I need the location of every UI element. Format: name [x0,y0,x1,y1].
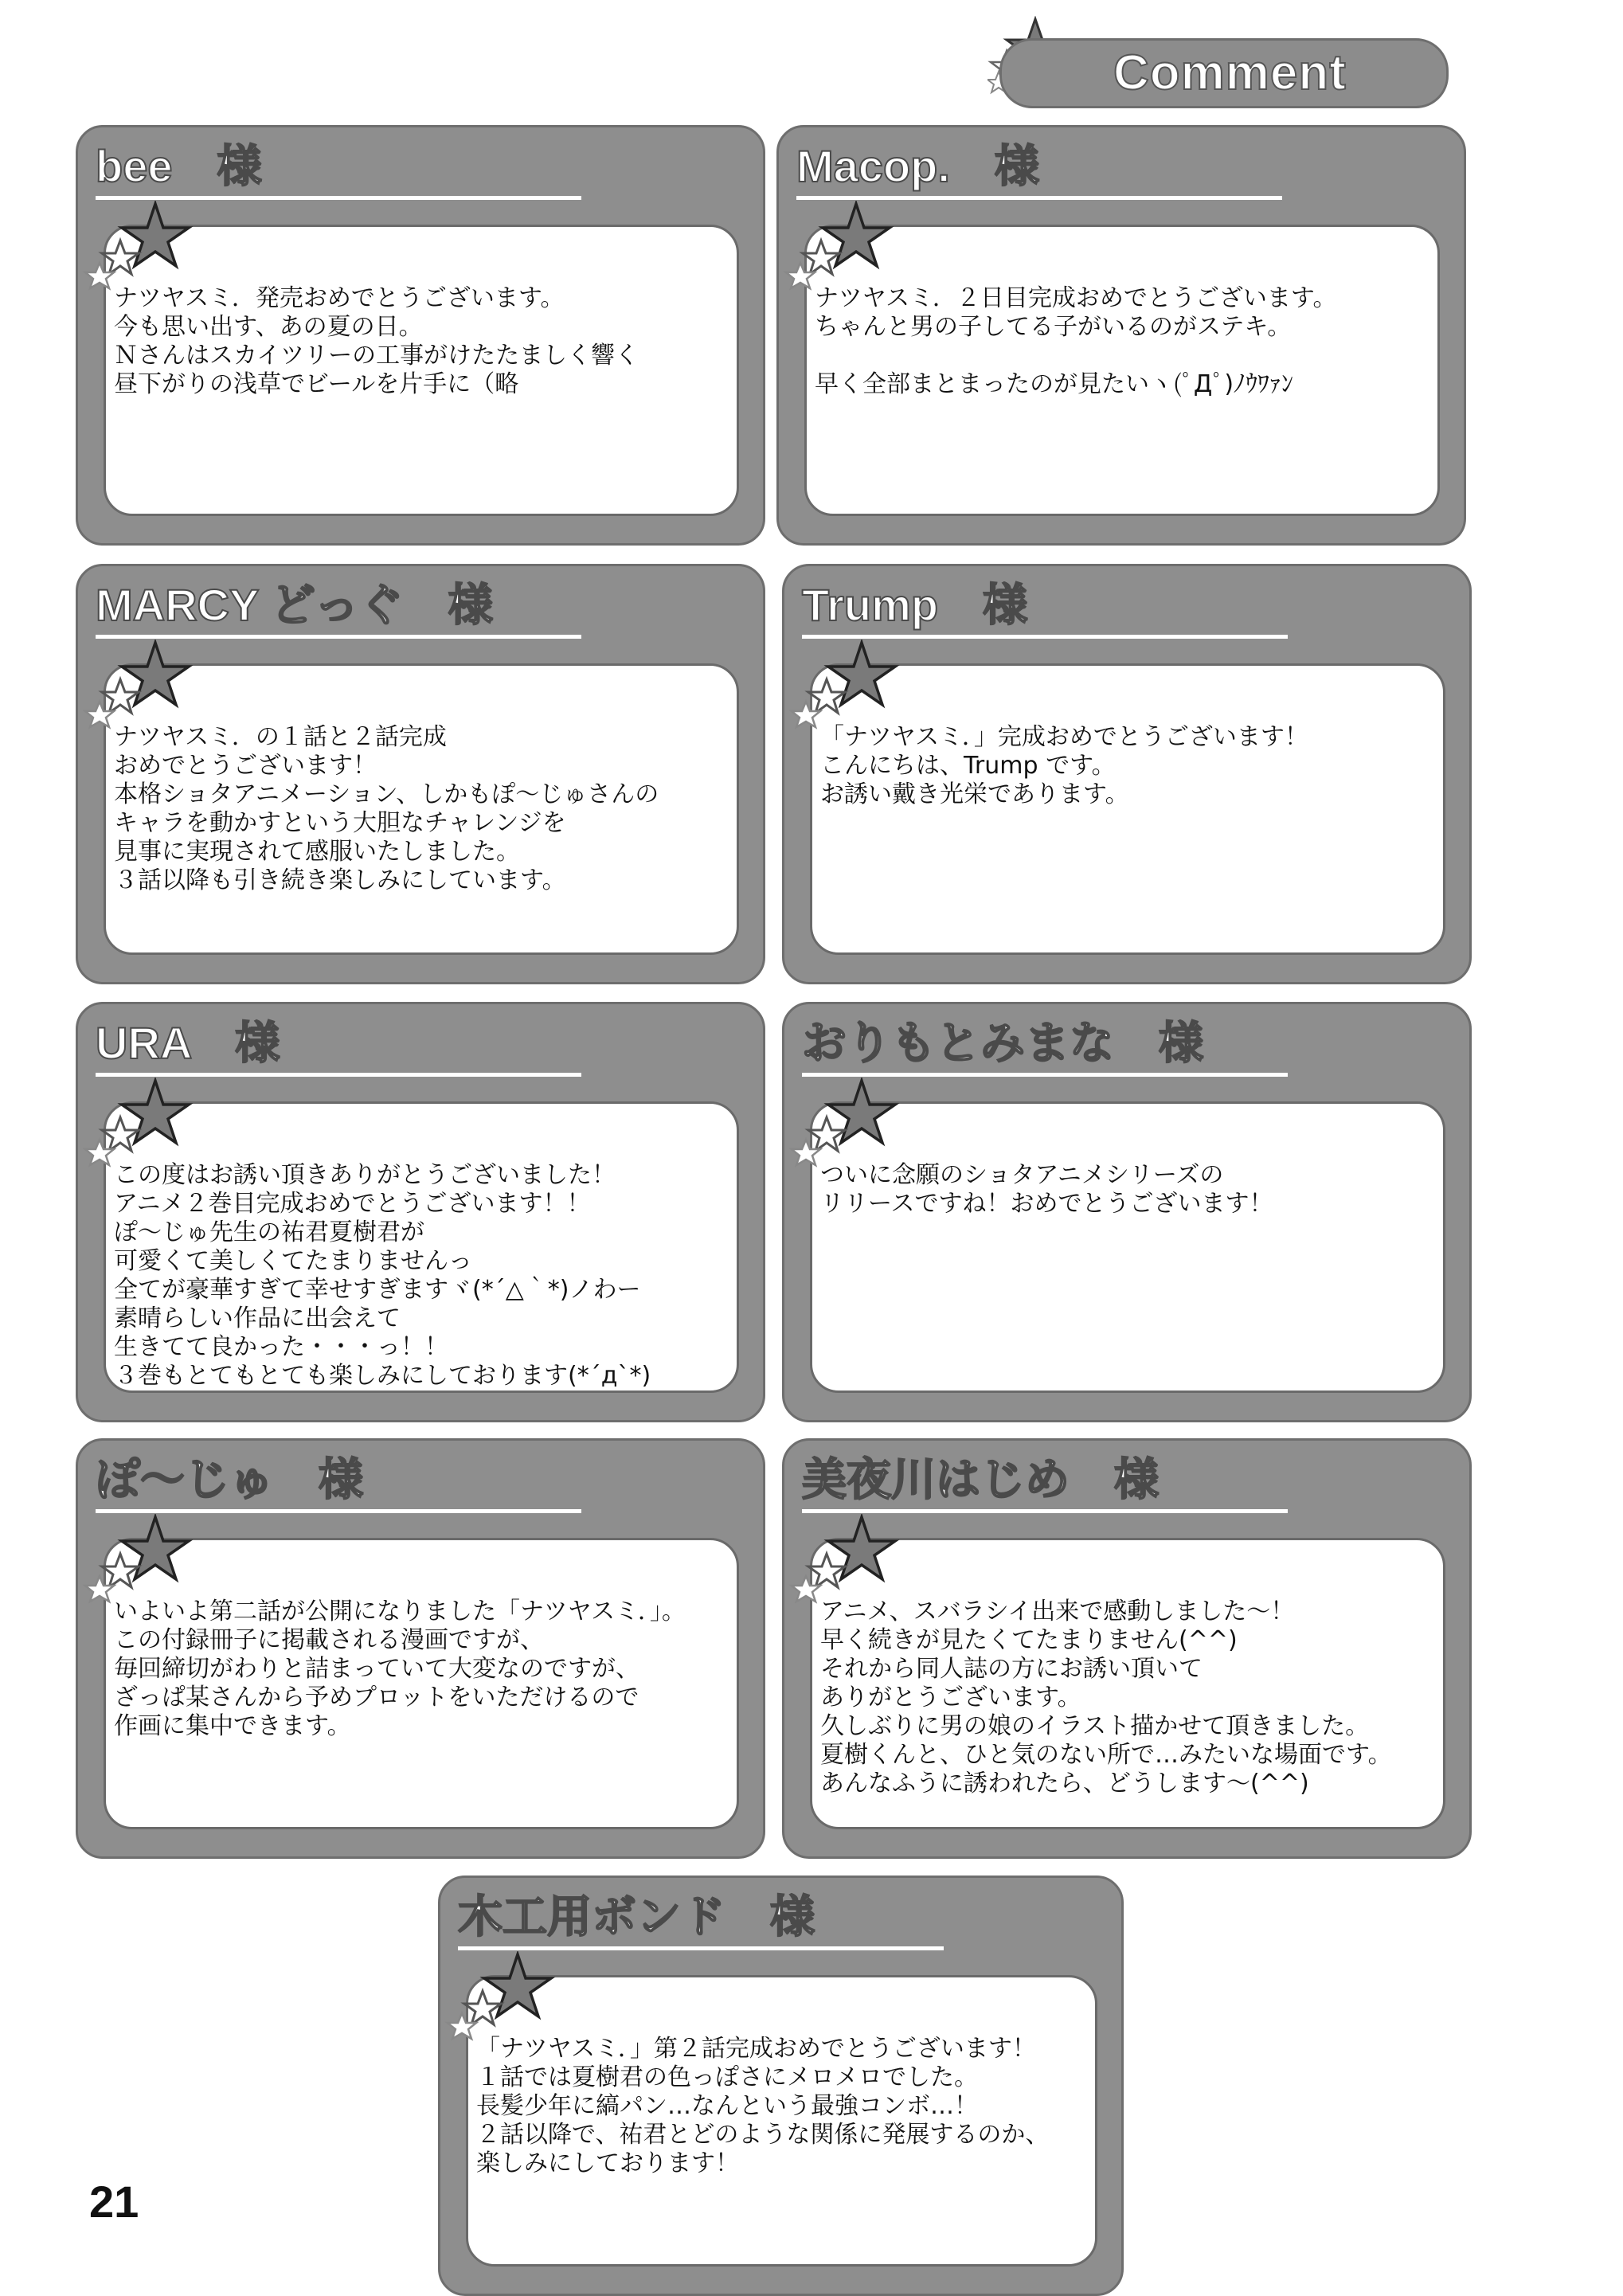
comment-message: 「ナツヤスミ．」完成おめでとうございます！ こんにちは、Trump です。 お誘い戴き光栄であります。 [820,723,1308,808]
name-underline [96,1073,581,1077]
name-underline [796,196,1282,200]
commenter-name: 美夜川はじめ 様 [802,1454,1159,1504]
comment-card [438,1876,1124,2296]
commenter-name: MARCY どっぐ 様 [96,580,493,630]
comment-card [76,564,765,984]
comment-card [76,1002,765,1422]
name-underline [802,1073,1288,1077]
comment-message: いよいよ第二話が公開になりました「ナツヤスミ．」。 この付録冊子に掲載される漫画ですが、 毎回締切がわりと詰まっていて大変なのですが、 ざっぱ某さんから予めプロットをいただけるので 作画に集中できます。 [114,1598,686,1740]
header-title: Comment [1113,45,1347,100]
comment-card [76,1438,765,1859]
name-underline [96,635,581,639]
comment-card [782,1438,1472,1859]
comment-message: ナツヤスミ．２日目完成おめでとうございます。 ちゃんと男の子してる子がいるのがステキ。 早く全部まとまったのが見たいヽ(ﾟДﾟ)ﾉｳﾜｧﾝ [815,284,1337,398]
commenter-name: URA 様 [96,1018,280,1068]
commenter-name: Trump 様 [802,580,1028,630]
commenter-name: おりもとみまな 様 [802,1018,1203,1068]
commenter-name: bee 様 [96,141,262,191]
page-number: 21 [89,2177,139,2227]
comment-message: この度はお誘い頂きありがとうございました！ アニメ２巻目完成おめでとうございます！！ ぽ～じゅ先生の祐君夏樹君が 可愛くて美しくてたまりませんっ 全てが豪華すぎて幸せすぎますヾ(*´△｀*)ノわー 素晴らしい作品に出会えて 生きてて良かった・・・っ！！ ３巻もとてもとても楽しみにしております(*´д`*) [114,1161,651,1390]
name-underline [802,1509,1288,1513]
comment-message: ナツヤスミ．の１話と２話完成 おめでとうございます！ 本格ショタアニメーション、しかもぽ～じゅさんの キャラを動かすという大胆なチャレンジを 見事に実現されて感服いたしました。 ３話以降も引き続き楽しみにしています。 [114,723,659,894]
comment-header [999,38,1449,108]
comment-message: ついに念願のショタアニメシリーズの リリースですね！おめでとうございます！ [820,1161,1273,1218]
comment-message: アニメ、スバラシイ出来で感動しました～！ 早く続きが見たくてたまりません(^^) それから同人誌の方にお誘い頂いて ありがとうございます。 久しぶりに男の娘のイラスト描かせて頂きました。 夏樹くんと、ひと気のない所で…みたいな場面です。 あんなふうに誘われたら、どうします～(^^) [820,1598,1392,1797]
commenter-name: ぽ～じゅ 様 [96,1454,363,1504]
name-underline [458,1946,944,1950]
comment-message: ナツヤスミ．発売おめでとうございます。 今も思い出す、あの夏の日。 Ｎさんはスカイツリーの工事がけたたましく響く 昼下がりの浅草でビールを片手に（略 [114,284,639,398]
name-underline [96,1509,581,1513]
comment-card [782,1002,1472,1422]
comment-card [76,125,765,546]
comment-message: 「ナツヤスミ．」第２話完成おめでとうございます！ １話では夏樹君の色っぽさにメロメロでした。 長髪少年に縞パン…なんという最強コンボ…！ ２話以降で、祐君とどのような関係に発展するのか、 楽しみにしております！ [476,2035,1050,2177]
name-underline [802,635,1288,639]
commenter-name: Macop. 様 [796,141,1039,191]
commenter-name: 木工用ボンド 様 [458,1891,815,1942]
comment-card [776,125,1466,546]
comment-card [782,564,1472,984]
name-underline [96,196,581,200]
